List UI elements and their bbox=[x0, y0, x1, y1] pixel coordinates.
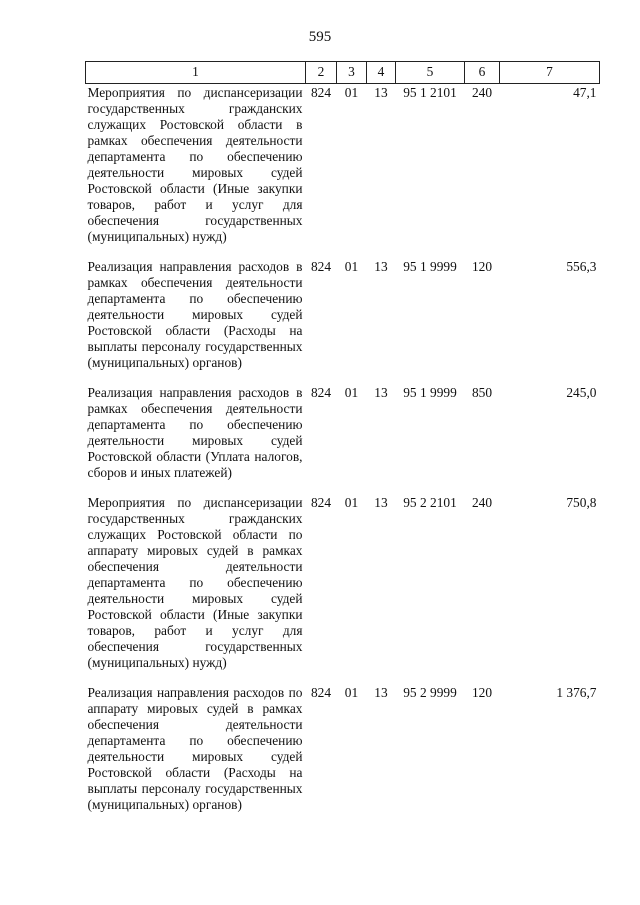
expense-type-code: 240 bbox=[471, 495, 493, 510]
amount: 47,1 bbox=[573, 85, 597, 100]
header-col-2: 2 bbox=[306, 62, 337, 84]
subsection-code: 13 bbox=[374, 259, 388, 274]
target-article-code: 95 2 2101 bbox=[403, 495, 457, 510]
target-article-code: 95 2 9999 bbox=[403, 685, 457, 700]
amount: 556,3 bbox=[566, 259, 597, 274]
expense-type-code: 240 bbox=[471, 85, 493, 100]
department-code: 824 bbox=[310, 259, 332, 274]
table-row bbox=[86, 258, 600, 384]
section-code: 01 bbox=[344, 685, 359, 700]
department-code: 824 bbox=[310, 495, 332, 510]
expense-type-code: 120 bbox=[471, 259, 493, 274]
amount: 245,0 bbox=[566, 385, 597, 400]
header-col-3: 3 bbox=[337, 62, 367, 84]
expense-name: Мероприятия по диспансеризации государственных гражданских служащих Ростовской области в рамках обеспечения деятельности департамента по обеспечению деятельности мировых судей Ростовской области (Иные закупки товаров, работ и услуг для обеспечения государственных (муниципальных) нужд) bbox=[87, 85, 303, 244]
target-article-code: 95 1 2101 bbox=[403, 85, 457, 100]
header-col-6: 6 bbox=[465, 62, 500, 84]
table-body bbox=[86, 84, 600, 827]
expense-type-code: 850 bbox=[471, 385, 493, 400]
table-row bbox=[86, 384, 600, 494]
section-code: 01 bbox=[344, 85, 359, 100]
subsection-code: 13 bbox=[374, 495, 388, 510]
table-row bbox=[86, 84, 600, 259]
table-row bbox=[86, 684, 600, 826]
expense-name: Мероприятия по диспансеризации государственных гражданских служащих Ростовской области по аппарату мировых судей в рамках обеспечения деятельности департамента по обеспечению деятельности мировых судей Ростовской области (Иные закупки товаров, работ и услуг для обеспечения государственных (муниципальных) нужд) bbox=[87, 495, 303, 670]
expense-name: Реализация направления расходов в рамках обеспечения деятельности департамента по обеспечению деятельности мировых судей Ростовской области (Расходы на выплаты персоналу государственных (муниципальных) органов) bbox=[87, 259, 303, 370]
department-code: 824 bbox=[310, 685, 332, 700]
department-code: 824 bbox=[310, 385, 332, 400]
department-code: 824 bbox=[310, 85, 332, 100]
section-code: 01 bbox=[344, 495, 359, 510]
budget-table bbox=[85, 61, 600, 826]
header-col-1: 1 bbox=[86, 62, 306, 84]
amount: 1 376,7 bbox=[556, 685, 597, 700]
subsection-code: 13 bbox=[374, 85, 388, 100]
expense-name: Реализация направления расходов по аппарату мировых судей в рамках обеспечения деятельности департамента по обеспечению деятельности мировых судей Ростовской области (Расходы на выплаты персоналу государственных (муниципальных) органов) bbox=[87, 685, 303, 812]
expense-name: Реализация направления расходов в рамках обеспечения деятельности департамента по обеспечению деятельности мировых судей Ростовской области (Уплата налогов, сборов и иных платежей) bbox=[87, 385, 303, 480]
target-article-code: 95 1 9999 bbox=[403, 259, 457, 274]
header-row bbox=[86, 62, 600, 84]
target-article-code: 95 1 9999 bbox=[403, 385, 457, 400]
header-col-4: 4 bbox=[367, 62, 396, 84]
amount: 750,8 bbox=[566, 495, 597, 510]
header-col-7: 7 bbox=[500, 62, 600, 84]
header-col-5: 5 bbox=[396, 62, 465, 84]
table-row bbox=[86, 494, 600, 684]
subsection-code: 13 bbox=[374, 385, 388, 400]
expense-type-code: 120 bbox=[471, 685, 493, 700]
section-code: 01 bbox=[344, 385, 359, 400]
page-number: 595 bbox=[308, 29, 332, 45]
subsection-code: 13 bbox=[374, 685, 388, 700]
section-code: 01 bbox=[344, 259, 359, 274]
table-header bbox=[86, 62, 600, 84]
